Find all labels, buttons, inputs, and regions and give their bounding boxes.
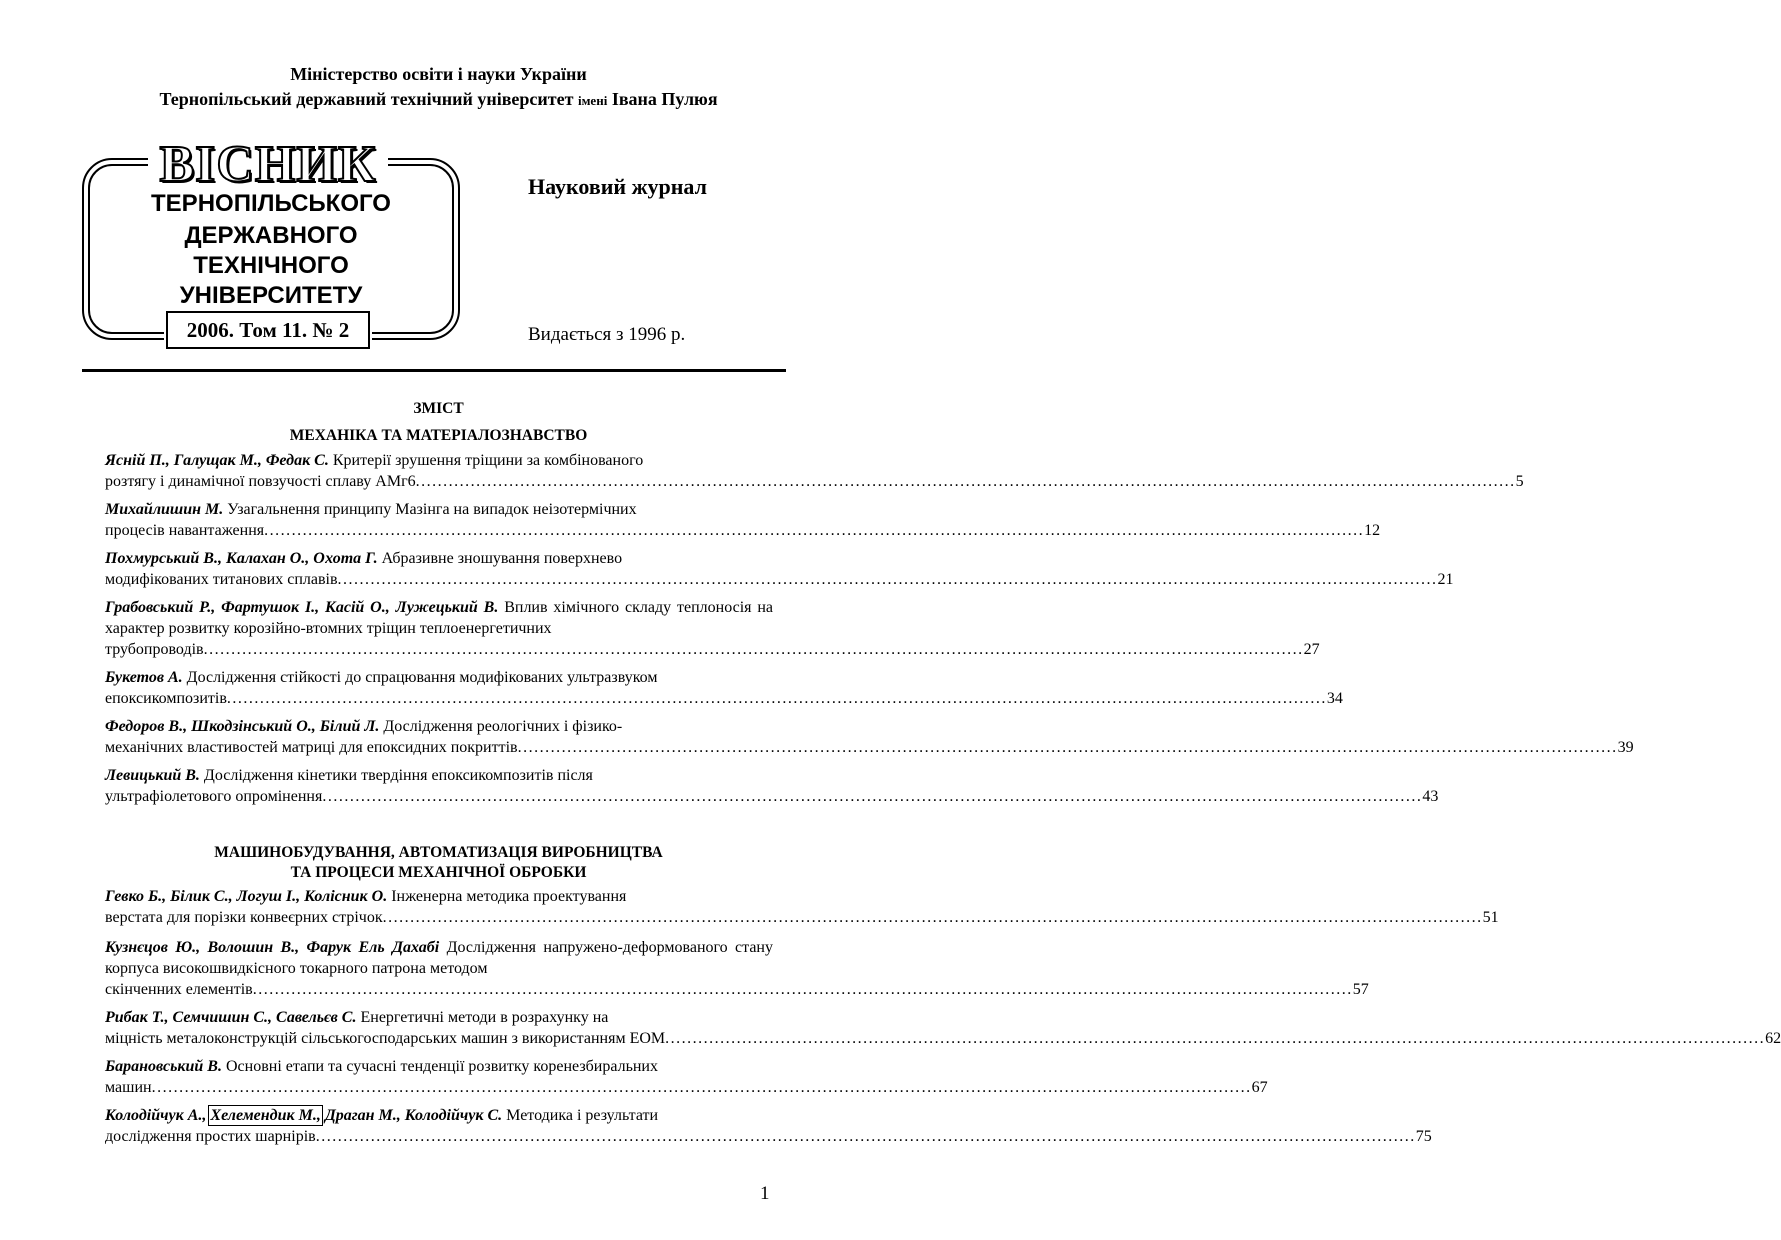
- entry-last-line: [105, 737, 1634, 758]
- entry-last-line: [105, 1126, 1432, 1147]
- entry-authors: Грабовський Р., Фартушок І., Касій О., Лужецький В.: [105, 599, 499, 616]
- masthead-line-4: УНІВЕРСИТЕТУ: [179, 282, 363, 309]
- header-divider: [82, 369, 786, 372]
- entry-last-line: [105, 907, 1499, 928]
- entry-page: 12: [1364, 522, 1381, 539]
- masthead-line-1: ТЕРНОПІЛЬСЬКОГО: [151, 190, 391, 217]
- entry-authors: Похмурський В., Калахан О., Охота Г.: [105, 550, 378, 567]
- entry-title-end: розтягу і динамічної повзучості сплаву АМг6: [105, 473, 416, 490]
- leader-dots: ........................................................................................................................................................................................................: [382, 909, 1483, 926]
- entry-title: Енергетичні методи в розрахунку на: [360, 1009, 609, 1026]
- university-imeni: імені: [577, 93, 608, 108]
- university-name: Тернопільський державний технічний університет: [159, 89, 574, 109]
- toc-entry: [105, 667, 1343, 709]
- entry-last-line: [105, 569, 1454, 590]
- section-2-title-line-1: МАШИНОБУДУВАННЯ, АВТОМАТИЗАЦІЯ ВИРОБНИЦТВА: [214, 844, 663, 861]
- entry-authors: Левицький В.: [105, 767, 200, 784]
- entry-title: Дослідження реологічних і фізико-: [383, 718, 623, 735]
- entry-last-line: [105, 979, 1369, 1000]
- published-since: Видається з 1996 р.: [528, 324, 686, 345]
- entry-authors: Михайлишин М.: [105, 501, 224, 518]
- toc-entry: [105, 1007, 1781, 1049]
- entry-title-end: скінченних елементів: [105, 981, 253, 998]
- entry-title-end: модифікованих титанових сплавів: [105, 571, 338, 588]
- entry-title-end: ультрафіолетового опромінення: [105, 788, 323, 805]
- leader-dots: ........................................................................................................................................................................................................: [517, 739, 1618, 756]
- entry-title-end: епоксикомпозитів: [105, 690, 227, 707]
- leader-dots: ........................................................................................................................................................................................................: [226, 690, 1327, 707]
- entry-page: 27: [1303, 641, 1320, 658]
- toc-entry: [105, 765, 1439, 807]
- entry-last-line: [105, 520, 1381, 541]
- entry-authors: Ясній П., Галущак М., Федак С.: [105, 452, 329, 469]
- entry-title: Основні етапи та сучасні тенденції розвитку коренезбиральних: [225, 1058, 658, 1075]
- entry-page: 51: [1482, 909, 1499, 926]
- leader-dots: ........................................................................................................................................................................................................: [415, 473, 1516, 490]
- toc-entry: [105, 1056, 1268, 1098]
- entry-authors: Рибак Т., Семчишин С., Савельєв С.: [105, 1009, 357, 1026]
- leader-dots: ........................................................................................................................................................................................................: [315, 1128, 1416, 1145]
- entry-page: 43: [1422, 788, 1439, 805]
- toc-entry: [105, 886, 1499, 928]
- entry-title-end: механічних властивостей матриці для епоксидних покриттів: [105, 739, 518, 756]
- leader-dots: ........................................................................................................................................................................................................: [264, 522, 1365, 539]
- toc-entry: [105, 450, 1524, 492]
- entry-page: 21: [1437, 571, 1454, 588]
- entry-title-end: процесів навантаження: [105, 522, 265, 539]
- page-number: 1: [760, 1183, 770, 1204]
- entry-title-end: міцність металоконструкцій сільськогосподарських машин з використанням ЕОМ: [105, 1030, 666, 1047]
- entry-title-end: дослідження простих шарнірів: [105, 1128, 316, 1145]
- section-2-entries: [105, 886, 1781, 1147]
- entry-title-end: трубопроводів: [105, 641, 204, 658]
- masthead-line-2: ДЕРЖАВНОГО: [184, 222, 358, 249]
- toc-entry: [105, 597, 1320, 660]
- entry-title: Дослідження кінетики твердіння епоксикомпозитів після: [203, 767, 593, 784]
- masthead-line-3: ТЕХНІЧНОГО: [193, 252, 349, 279]
- university-namesake: Івана Пулюя: [611, 89, 718, 109]
- entry-authors: Драган М., Колодійчук С.: [324, 1107, 503, 1124]
- toc-entry: [105, 716, 1634, 758]
- entry-last-line: [105, 1077, 1268, 1098]
- entry-last-line: [105, 688, 1343, 709]
- entry-last-line: [105, 786, 1439, 807]
- entry-title-end: верстата для порізки конвеєрних стрічок: [105, 909, 383, 926]
- entry-page: 62: [1765, 1030, 1781, 1047]
- section-1-entries: [105, 450, 1634, 807]
- entry-authors: Колодійчук А.,: [105, 1107, 207, 1124]
- entry-last-line: [105, 1028, 1781, 1049]
- leader-dots: ........................................................................................................................................................................................................: [252, 981, 1353, 998]
- section-1-title: МЕХАНІКА ТА МАТЕРІАЛОЗНАВСТВО: [289, 427, 588, 444]
- leader-dots: ........................................................................................................................................................................................................: [322, 788, 1423, 805]
- toc-entry: [105, 499, 1381, 541]
- entry-title: Інженерна методика проектування: [391, 888, 627, 905]
- entry-page: 39: [1617, 739, 1634, 756]
- entry-title: Методика і результати: [506, 1107, 659, 1124]
- leader-dots: ........................................................................................................................................................................................................: [203, 641, 1304, 658]
- toc-entry: [105, 1105, 1432, 1147]
- entry-page: 5: [1515, 473, 1524, 490]
- entry-page: 34: [1326, 690, 1343, 707]
- entry-authors-highlighted: Хелемендик М.,: [210, 1107, 321, 1124]
- entry-title: Дослідження напружено-деформованого стану корпуса високошвидкісного токарного патрона методом: [105, 939, 773, 977]
- entry-title-end: машин: [105, 1079, 152, 1096]
- journal-type: Науковий журнал: [528, 174, 707, 199]
- leader-dots: ........................................................................................................................................................................................................: [151, 1079, 1252, 1096]
- contents-heading: ЗМІСТ: [413, 400, 464, 417]
- masthead-title: ВІСНИК: [148, 136, 388, 194]
- entry-last-line: [105, 639, 1320, 660]
- entry-authors: Барановський В.: [105, 1058, 222, 1075]
- toc-entry: [105, 937, 1369, 1000]
- entry-page: 67: [1251, 1079, 1268, 1096]
- entry-title: Абразивне зношування поверхнево: [381, 550, 623, 567]
- entry-authors: Гевко Б., Білик С., Логуш І., Колісник О.: [105, 888, 388, 905]
- entry-page: 75: [1415, 1128, 1432, 1145]
- entry-page: 57: [1352, 981, 1369, 998]
- entry-title: Узагальнення принципу Мазінга на випадок неізотермічних: [227, 501, 637, 518]
- entry-last-line: [105, 471, 1524, 492]
- ministry-line: Міністерство освіти і науки України: [290, 64, 587, 84]
- issue-label: 2006. Том 11. № 2: [166, 311, 370, 349]
- entry-authors: Федоров В., Шкодзінський О., Білий Л.: [105, 718, 380, 735]
- entry-authors: Кузнєцов Ю., Волошин В., Фарук Ель Дахабі: [105, 939, 440, 956]
- leader-dots: ........................................................................................................................................................................................................: [665, 1030, 1766, 1047]
- toc-entry: [105, 548, 1454, 590]
- entry-title: Вплив хімічного складу теплоносія на характер розвитку корозійно-втомних тріщин теплоенергетичних: [105, 599, 774, 637]
- section-2-title-line-2: ТА ПРОЦЕСИ МЕХАНІЧНОЇ ОБРОБКИ: [290, 864, 587, 881]
- entry-authors: Букетов А.: [105, 669, 183, 686]
- leader-dots: ........................................................................................................................................................................................................: [337, 571, 1438, 588]
- entry-title: Критерії зрушення тріщини за комбінованого: [332, 452, 644, 469]
- entry-title: Дослідження стійкості до спрацювання модифікованих ультразвуком: [186, 669, 658, 686]
- university-line: [0, 89, 877, 110]
